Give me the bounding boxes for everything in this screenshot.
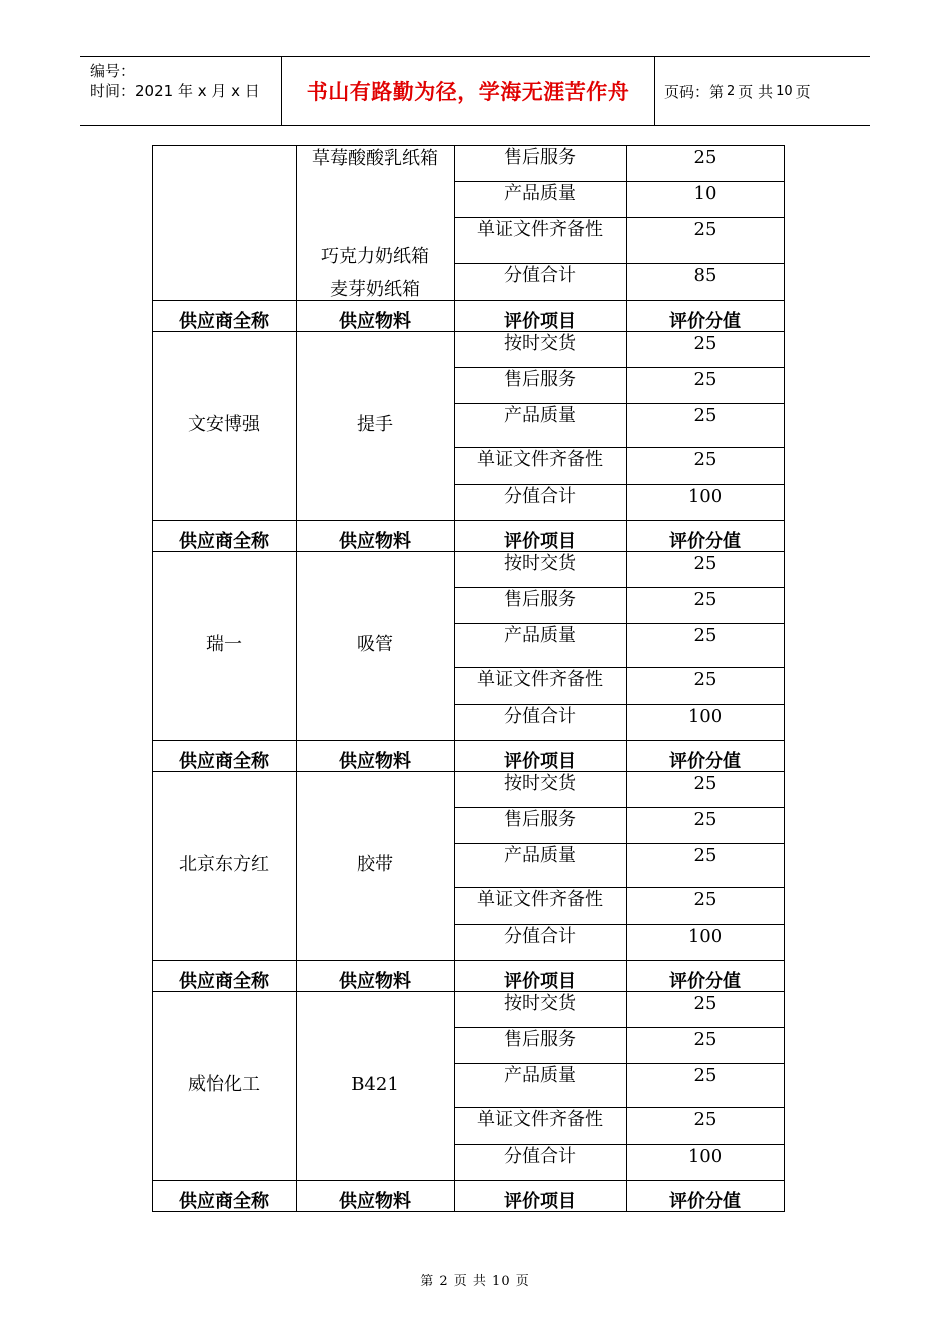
header-evaluation-item: 评价项目 [504, 751, 576, 772]
evaluation-item: 分值合计 [504, 1146, 576, 1167]
evaluation-item: 产品质量 [504, 625, 576, 646]
header-evaluation-score: 评价分值 [669, 311, 741, 332]
evaluation-item: 产品质量 [504, 183, 576, 204]
evaluation-item: 按时交货 [504, 333, 576, 354]
header-evaluation-score: 评价分值 [669, 531, 741, 552]
page-total: 10 [776, 83, 793, 99]
supplier-name: 北京东方红 [179, 854, 269, 875]
header-page-info [664, 57, 811, 125]
evaluation-score: 25 [693, 1029, 717, 1050]
evaluation-item: 单证文件齐备性 [477, 669, 603, 690]
evaluation-score: 100 [687, 706, 723, 727]
evaluation-score: 25 [693, 845, 717, 866]
evaluation-score: 25 [693, 333, 717, 354]
evaluation-item: 售后服务 [504, 589, 576, 610]
evaluation-item: 单证文件齐备性 [477, 449, 603, 470]
header-evaluation-item: 评价项目 [504, 531, 576, 552]
evaluation-score: 85 [693, 265, 717, 286]
page-footer: 第 2 页 共 10 页 [420, 1274, 530, 1289]
page-header [80, 56, 870, 126]
supplied-material: 提手 [357, 414, 393, 435]
page-number: 2 [727, 83, 736, 99]
evaluation-score: 25 [693, 369, 717, 390]
evaluation-item: 售后服务 [504, 147, 576, 168]
evaluation-item: 分值合计 [504, 486, 576, 507]
document-number-label: 编号： [90, 62, 136, 80]
header-material: 供应物料 [339, 971, 411, 992]
evaluation-score: 25 [693, 625, 717, 646]
table-rule-vertical [784, 145, 785, 1212]
header-evaluation-item: 评价项目 [504, 1191, 576, 1212]
header-supplier-name: 供应商全称 [179, 531, 269, 552]
supplier-name: 瑞一 [206, 634, 242, 655]
supplied-material: 吸管 [357, 634, 393, 655]
page-mid: 页 共 [738, 82, 774, 101]
evaluation-score: 100 [687, 1146, 723, 1167]
header-material: 供应物料 [339, 751, 411, 772]
evaluation-item: 按时交货 [504, 773, 576, 794]
evaluation-item: 按时交货 [504, 993, 576, 1014]
evaluation-item: 售后服务 [504, 809, 576, 830]
header-evaluation-score: 评价分值 [669, 751, 741, 772]
header-material: 供应物料 [339, 1191, 411, 1212]
supplied-material: 巧克力奶纸箱 [321, 246, 429, 267]
evaluation-score: 25 [693, 405, 717, 426]
evaluation-score: 100 [687, 486, 723, 507]
header-material: 供应物料 [339, 531, 411, 552]
evaluation-score: 25 [693, 993, 717, 1014]
supplied-material: 麦芽奶纸箱 [330, 279, 420, 300]
evaluation-item: 产品质量 [504, 405, 576, 426]
evaluation-score: 25 [693, 553, 717, 574]
header-supplier-name: 供应商全称 [179, 1191, 269, 1212]
evaluation-item: 分值合计 [504, 265, 576, 286]
evaluation-score: 25 [693, 147, 717, 168]
header-divider [654, 57, 655, 125]
evaluation-item: 售后服务 [504, 369, 576, 390]
evaluation-score: 25 [693, 889, 717, 910]
header-meta [90, 61, 260, 101]
header-material: 供应物料 [339, 311, 411, 332]
evaluation-score: 100 [687, 926, 723, 947]
header-evaluation-item: 评价项目 [504, 311, 576, 332]
supplied-material: B421 [351, 1074, 399, 1095]
evaluation-item: 单证文件齐备性 [477, 1109, 603, 1130]
evaluation-score: 25 [693, 449, 717, 470]
header-supplier-name: 供应商全称 [179, 971, 269, 992]
header-supplier-name: 供应商全称 [179, 751, 269, 772]
evaluation-score: 10 [693, 183, 717, 204]
evaluation-score: 25 [693, 773, 717, 794]
evaluation-item: 单证文件齐备性 [477, 889, 603, 910]
page-prefix: 页码：第 [664, 82, 725, 101]
evaluation-item: 分值合计 [504, 706, 576, 727]
evaluation-score: 25 [693, 1109, 717, 1130]
evaluation-score: 25 [693, 589, 717, 610]
header-evaluation-item: 评价项目 [504, 971, 576, 992]
supplier-evaluation-table [152, 145, 785, 1212]
evaluation-item: 按时交货 [504, 553, 576, 574]
page-suffix: 页 [795, 82, 811, 101]
evaluation-score: 25 [693, 669, 717, 690]
header-supplier-name: 供应商全称 [179, 311, 269, 332]
header-evaluation-score: 评价分值 [669, 971, 741, 992]
supplied-material: 胶带 [357, 854, 393, 875]
evaluation-score: 25 [693, 219, 717, 240]
supplier-name: 文安博强 [188, 414, 260, 435]
evaluation-item: 单证文件齐备性 [477, 219, 603, 240]
evaluation-score: 25 [693, 809, 717, 830]
header-evaluation-score: 评价分值 [669, 1191, 741, 1212]
evaluation-item: 分值合计 [504, 926, 576, 947]
evaluation-item: 产品质量 [504, 845, 576, 866]
supplier-name: 威怡化工 [188, 1074, 260, 1095]
evaluation-score: 25 [693, 1065, 717, 1086]
evaluation-item: 产品质量 [504, 1065, 576, 1086]
evaluation-item: 售后服务 [504, 1029, 576, 1050]
header-motto: 书山有路勤为径，学海无涯苦作舟 [306, 80, 630, 104]
supplied-material: 草莓酸酸乳纸箱 [312, 148, 438, 169]
document-time: 时间：2021 年 x 月 x 日 [90, 82, 260, 100]
